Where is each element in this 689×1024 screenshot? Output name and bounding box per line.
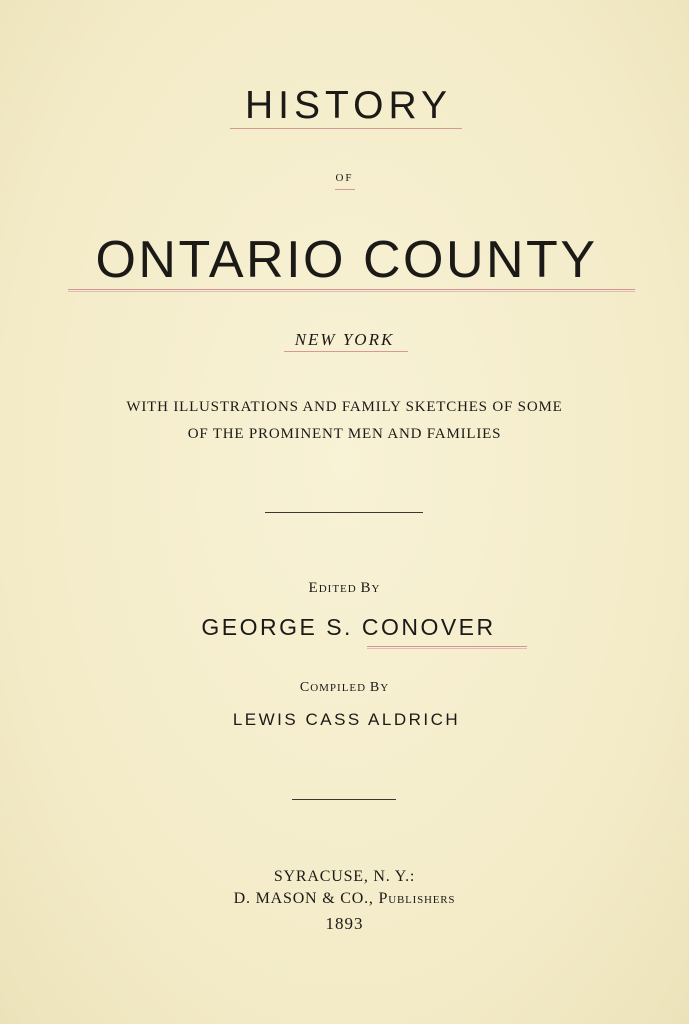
compiled-by-label [0, 680, 689, 696]
editor-name: GEORGE S. CONOVER [201, 614, 496, 640]
publisher-line [0, 890, 689, 908]
edited-by-cap1: E [308, 580, 319, 596]
edited-by-label [0, 580, 689, 597]
title-underline-red [230, 128, 462, 129]
edited-by-rest1: DITED [318, 583, 361, 595]
publication-year: 1893 [325, 914, 364, 933]
publisher-rest: UBLISHERS [388, 894, 456, 906]
publication-place: SYRACUSE, N. Y.: [273, 868, 416, 885]
county-underline-red [68, 289, 635, 292]
compiler-name: LEWIS CASS ALDRICH [232, 710, 461, 729]
divider-rule-2 [292, 799, 396, 800]
main-title-history: HISTORY [245, 84, 452, 127]
subtitle-new-york: NEW YORK [294, 330, 395, 349]
publisher-cap: P [378, 890, 389, 907]
compiled-by-rest1: OMPILED [310, 682, 370, 694]
publisher-name: D. MASON & CO., [233, 890, 379, 907]
connector-underline-red [335, 189, 355, 190]
edited-by-cap2: B [360, 580, 372, 596]
title-connector-of: OF [335, 172, 354, 184]
description-line-2: OF THE PROMINENT MEN AND FAMILIES [187, 426, 502, 442]
compiled-by-rest2: Y [380, 682, 390, 694]
compiled-by-cap2: B [369, 680, 381, 695]
main-title-ontario-county: ONTARIO COUNTY [95, 231, 598, 289]
compiled-by-cap1: C [299, 680, 311, 695]
divider-rule-1 [265, 512, 423, 513]
description-line-1: WITH ILLUSTRATIONS AND FAMILY SKETCHES OF SOME [126, 399, 563, 415]
edited-by-rest2: Y [371, 583, 381, 595]
editor-underline-red [367, 646, 527, 649]
subtitle-underline-red [284, 351, 408, 352]
